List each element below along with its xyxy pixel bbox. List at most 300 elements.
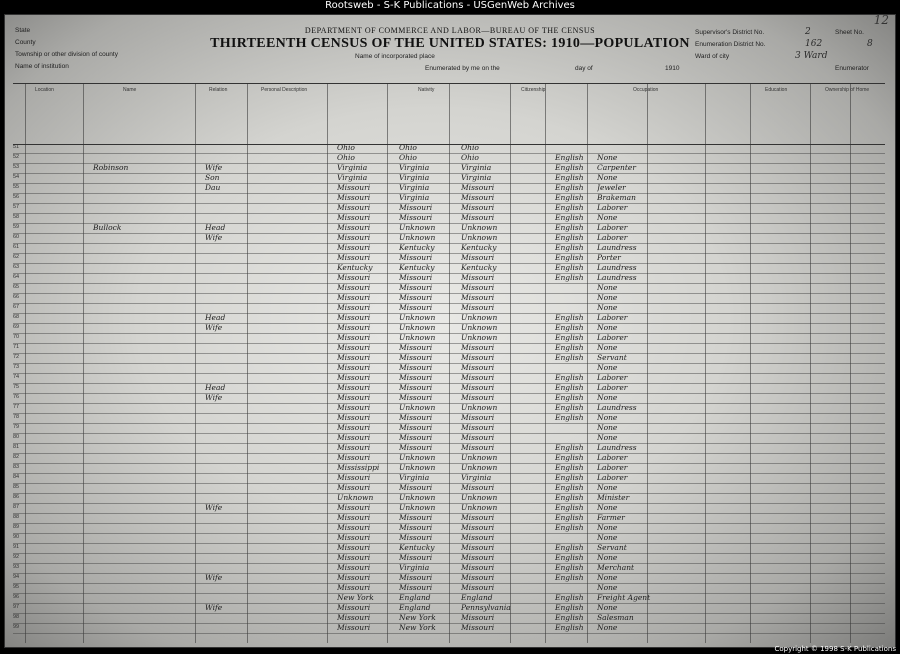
mother-birthplace: Missouri [461,253,495,262]
mother-birthplace: Missouri [461,423,495,432]
mother-birthplace: Unknown [461,503,498,512]
table-row [13,223,885,234]
occupation: None [597,533,618,542]
language: English [555,223,584,232]
birthplace: Missouri [337,423,371,432]
occupation: None [597,153,618,162]
language: English [555,323,584,332]
mother-birthplace: Missouri [461,183,495,192]
sheet-value: 8 [867,39,873,49]
birthplace: Missouri [337,373,371,382]
father-birthplace: Missouri [399,303,433,312]
table-row [13,363,885,374]
row-number: 68 [13,314,20,320]
ward-value: 3 Ward [795,51,828,61]
row-number: 98 [13,614,20,620]
table-row [13,273,885,284]
row-number: 73 [13,364,20,370]
table-row [13,393,885,404]
table-row [13,623,885,634]
birthplace: New York [337,593,374,602]
father-birthplace: Missouri [399,353,433,362]
birthplace: Ohio [337,143,355,152]
birthplace: Virginia [337,163,368,172]
table-row [13,163,885,174]
mother-birthplace: Kentucky [461,263,497,272]
relation: Wife [205,393,223,402]
col-head-nativity: Nativity [418,87,435,93]
table-row [13,593,885,604]
mother-birthplace: Missouri [461,273,495,282]
occupation: None [597,523,618,532]
row-number: 84 [13,474,20,480]
mother-birthplace: Missouri [461,573,495,582]
father-birthplace: Missouri [399,413,433,422]
language: English [555,163,584,172]
col-head-personal: Personal Description [261,87,308,93]
township-label: Township or other division of county [15,51,118,58]
col-head-ownership: Ownership of Home [825,87,870,93]
language: English [555,213,584,222]
father-birthplace: Missouri [399,373,433,382]
birthplace: Missouri [337,223,371,232]
row-number: 53 [13,164,20,170]
census-rows [13,143,885,643]
row-number: 97 [13,604,20,610]
page-number: 12 [873,14,889,27]
birthplace: Missouri [337,513,371,522]
table-row [13,313,885,324]
birthplace: Missouri [337,533,371,542]
birthplace: Missouri [337,363,371,372]
occupation: Laundress [597,443,637,452]
mother-birthplace: Missouri [461,583,495,592]
father-birthplace: Missouri [399,573,433,582]
birthplace: Missouri [337,603,371,612]
enumerated-label: Enumerated by me on the [425,65,500,72]
enumeration-value: 162 [805,39,823,49]
birthplace: Missouri [337,443,371,452]
birthplace: Ohio [337,153,355,162]
mother-birthplace: Ohio [461,153,479,162]
birthplace: Missouri [337,553,371,562]
birthplace: Missouri [337,543,371,552]
language: English [555,413,584,422]
day-label: day of [575,65,593,72]
mother-birthplace: Missouri [461,383,495,392]
table-row [13,523,885,534]
table-row [13,603,885,614]
row-number: 75 [13,384,20,390]
birthplace: Missouri [337,203,371,212]
mother-birthplace: Missouri [461,533,495,542]
copyright-notice: Copyright © 1998 S-K Publications [774,645,896,653]
father-birthplace: Unknown [399,463,436,472]
table-row [13,563,885,574]
relation: Head [205,383,226,392]
occupation: Laborer [597,383,628,392]
table-row [13,343,885,354]
father-birthplace: Virginia [399,163,430,172]
relation: Son [205,173,220,182]
occupation: Laborer [597,373,628,382]
birthplace: Missouri [337,453,371,462]
mother-birthplace: Missouri [461,483,495,492]
language: English [555,623,584,632]
language: English [555,503,584,512]
mother-birthplace: Unknown [461,453,498,462]
table-row [13,253,885,264]
col-head-occupation: Occupation [633,87,659,93]
language: English [555,443,584,452]
row-number: 93 [13,564,20,570]
occupation: Minister [597,493,630,502]
row-number: 88 [13,514,20,520]
row-number: 63 [13,264,20,270]
mother-birthplace: Missouri [461,363,495,372]
birthplace: Missouri [337,413,371,422]
birthplace: Missouri [337,383,371,392]
table-row [13,553,885,564]
row-number: 52 [13,154,20,160]
birthplace: Missouri [337,193,371,202]
occupation: None [597,323,618,332]
language: English [555,553,584,562]
col-head-education: Education [765,87,788,93]
mother-birthplace: Ohio [461,143,479,152]
col-head-name: Name [123,87,137,93]
row-number: 94 [13,574,20,580]
birthplace: Missouri [337,343,371,352]
language: English [555,593,584,602]
father-birthplace: Kentucky [399,243,435,252]
birthplace: Missouri [337,563,371,572]
occupation: Laundress [597,243,637,252]
language: English [555,573,584,582]
language: English [555,493,584,502]
occupation: None [597,573,618,582]
birthplace: Missouri [337,623,371,632]
table-row [13,443,885,454]
mother-birthplace: Virginia [461,473,492,482]
department-heading: DEPARTMENT OF COMMERCE AND LABOR—BUREAU OF THE CENSUS [304,26,596,35]
birthplace: Missouri [337,613,371,622]
language: English [555,473,584,482]
father-birthplace: Missouri [399,293,433,302]
place-label: Name of incorporated place [355,53,435,60]
row-number: 92 [13,554,20,560]
birthplace: Missouri [337,583,371,592]
occupation: Servant [597,543,627,552]
state-label: State [15,27,31,34]
row-number: 80 [13,434,20,440]
col-head-citizenship: Citizenship [521,87,546,93]
language: English [555,313,584,322]
mother-birthplace: Unknown [461,493,498,502]
occupation: Laborer [597,233,628,242]
row-number: 57 [13,204,20,210]
mother-birthplace: Missouri [461,283,495,292]
mother-birthplace: Missouri [461,553,495,562]
father-birthplace: Unknown [399,503,436,512]
birthplace: Mississippi [337,463,380,472]
father-birthplace: Unknown [399,493,436,502]
birthplace: Missouri [337,243,371,252]
row-number: 76 [13,394,20,400]
table-row [13,453,885,464]
father-birthplace: Unknown [399,403,436,412]
occupation: Laborer [597,203,628,212]
row-number: 54 [13,174,20,180]
table-row [13,403,885,414]
table-row [13,463,885,474]
father-birthplace: Missouri [399,393,433,402]
occupation: None [597,283,618,292]
father-birthplace: Virginia [399,193,430,202]
row-number: 78 [13,414,20,420]
table-row [13,583,885,594]
enumerator-label: Enumerator [835,65,869,72]
father-birthplace: Unknown [399,223,436,232]
father-birthplace: Virginia [399,563,430,572]
row-number: 95 [13,584,20,590]
row-number: 91 [13,544,20,550]
relation: Wife [205,573,223,582]
mother-birthplace: Missouri [461,513,495,522]
occupation: None [597,503,618,512]
occupation: None [597,483,618,492]
table-row [13,533,885,544]
birthplace: Missouri [337,293,371,302]
birthplace: Missouri [337,273,371,282]
father-birthplace: Unknown [399,453,436,462]
mother-birthplace: Missouri [461,303,495,312]
mother-birthplace: Missouri [461,543,495,552]
row-number: 64 [13,274,20,280]
mother-birthplace: Unknown [461,233,498,242]
mother-birthplace: Missouri [461,443,495,452]
father-birthplace: Missouri [399,253,433,262]
occupation: None [597,413,618,422]
occupation: Jeweler [597,183,626,192]
language: English [555,373,584,382]
father-birthplace: Unknown [399,313,436,322]
occupation: Brakeman [597,193,636,202]
birthplace: Missouri [337,253,371,262]
relation: Head [205,313,226,322]
mother-birthplace: Missouri [461,563,495,572]
occupation: Laborer [597,453,628,462]
row-number: 89 [13,524,20,530]
table-row [13,493,885,504]
occupation: None [597,173,618,182]
birthplace: Missouri [337,483,371,492]
mother-birthplace: Missouri [461,413,495,422]
birthplace: Missouri [337,333,371,342]
row-number: 58 [13,214,20,220]
row-number: 67 [13,304,20,310]
table-row [13,483,885,494]
occupation: Porter [597,253,621,262]
mother-birthplace: England [461,593,493,602]
mother-birthplace: Kentucky [461,243,497,252]
father-birthplace: Ohio [399,143,417,152]
father-birthplace: Virginia [399,473,430,482]
census-sheet [4,14,896,648]
language: English [555,243,584,252]
row-number: 86 [13,494,20,500]
language: English [555,453,584,462]
father-birthplace: Missouri [399,523,433,532]
row-number: 74 [13,374,20,380]
birthplace: Missouri [337,323,371,332]
mother-birthplace: Missouri [461,213,495,222]
table-row [13,263,885,274]
year-label: 1910 [665,65,680,72]
occupation: Servant [597,353,627,362]
row-number: 56 [13,194,20,200]
father-birthplace: England [399,603,431,612]
table-row [13,423,885,434]
father-birthplace: Missouri [399,433,433,442]
father-birthplace: England [399,593,431,602]
father-birthplace: Missouri [399,583,433,592]
mother-birthplace: Missouri [461,203,495,212]
language: English [555,613,584,622]
father-birthplace: New York [399,613,436,622]
row-number: 72 [13,354,20,360]
enumeration-label: Enumeration District No. [695,41,766,48]
table-row [13,373,885,384]
birthplace: Missouri [337,573,371,582]
occupation: None [597,293,618,302]
language: English [555,463,584,472]
mother-birthplace: Unknown [461,313,498,322]
row-number: 82 [13,454,20,460]
birthplace: Missouri [337,213,371,222]
row-number: 83 [13,464,20,470]
table-row [13,473,885,484]
table-row [13,283,885,294]
father-birthplace: Missouri [399,443,433,452]
mother-birthplace: Missouri [461,293,495,302]
site-header: Rootsweb - S-K Publications - USGenWeb Archives [0,0,900,12]
table-row [13,573,885,584]
occupation: Carpenter [597,163,636,172]
birthplace: Missouri [337,433,371,442]
mother-birthplace: Missouri [461,613,495,622]
father-birthplace: Missouri [399,203,433,212]
county-label: County [15,39,36,46]
father-birthplace: Missouri [399,363,433,372]
language: English [555,393,584,402]
row-number: 79 [13,424,20,430]
row-number: 66 [13,294,20,300]
mother-birthplace: Virginia [461,173,492,182]
occupation: Laborer [597,333,628,342]
language: English [555,233,584,242]
mother-birthplace: Unknown [461,403,498,412]
person-name: Robinson [93,163,129,172]
supervisor-label: Supervisor's District No. [695,29,765,36]
relation: Wife [205,323,223,332]
row-number: 55 [13,184,20,190]
row-number: 61 [13,244,20,250]
occupation: None [597,363,618,372]
mother-birthplace: Missouri [461,623,495,632]
language: English [555,253,584,262]
mother-birthplace: Unknown [461,223,498,232]
table-row [13,213,885,224]
father-birthplace: Missouri [399,273,433,282]
occupation: Farmer [597,513,625,522]
father-birthplace: New York [399,623,436,632]
father-birthplace: Unknown [399,233,436,242]
row-number: 71 [13,344,20,350]
birthplace: Missouri [337,233,371,242]
table-row [13,243,885,254]
father-birthplace: Kentucky [399,263,435,272]
table-row [13,413,885,424]
language: English [555,603,584,612]
relation: Dau [205,183,221,192]
col-head-location: Location [35,87,54,93]
occupation: Laborer [597,223,628,232]
language: English [555,513,584,522]
row-number: 77 [13,404,20,410]
person-name: Bullock [93,223,122,232]
relation: Wife [205,603,223,612]
row-number: 51 [13,144,20,150]
occupation: None [597,303,618,312]
father-birthplace: Missouri [399,343,433,352]
language: English [555,383,584,392]
birthplace: Unknown [337,493,374,502]
birthplace: Missouri [337,183,371,192]
row-number: 65 [13,284,20,290]
table-row [13,153,885,164]
census-title: THIRTEENTH CENSUS OF THE UNITED STATES: 1910—POPULATION [210,36,690,51]
relation: Wife [205,503,223,512]
row-number: 59 [13,224,20,230]
relation: Head [205,223,226,232]
birthplace: Virginia [337,173,368,182]
mother-birthplace: Unknown [461,333,498,342]
table-row [13,303,885,314]
father-birthplace: Ohio [399,153,417,162]
mother-birthplace: Missouri [461,433,495,442]
father-birthplace: Missouri [399,533,433,542]
table-row [13,513,885,524]
birthplace: Kentucky [337,263,373,272]
occupation: None [597,433,618,442]
row-number: 81 [13,444,20,450]
language: English [555,343,584,352]
father-birthplace: Missouri [399,423,433,432]
language: English [555,333,584,342]
table-row [13,543,885,554]
language: English [555,183,584,192]
language: English [555,193,584,202]
father-birthplace: Missouri [399,513,433,522]
language: English [555,483,584,492]
father-birthplace: Unknown [399,333,436,342]
row-number: 62 [13,254,20,260]
language: English [555,203,584,212]
birthplace: Missouri [337,303,371,312]
row-number: 87 [13,504,20,510]
father-birthplace: Missouri [399,553,433,562]
